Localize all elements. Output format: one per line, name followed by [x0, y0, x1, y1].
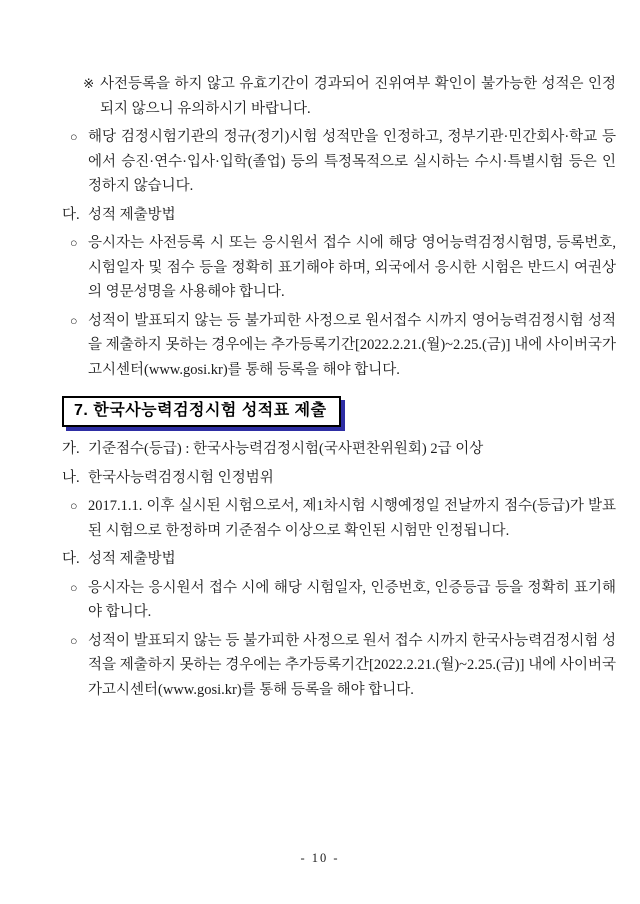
- note-text: 사전등록을 하지 않고 유효기간이 경과되어 진위여부 확인이 불가능한 성적은 인정되지 않으니 유의하시기 바랍니다.: [100, 76, 616, 117]
- bullet-paragraph: [70, 231, 616, 305]
- subsection-title: 한국사능력검정시험 인정범위: [88, 469, 274, 486]
- section-heading-container: [62, 396, 616, 427]
- subsection-label: [62, 547, 616, 572]
- reference-mark-icon: ※: [83, 76, 95, 91]
- circle-bullet-icon: ○: [70, 313, 78, 328]
- circle-bullet-icon: ○: [70, 499, 78, 513]
- bullet-text: 응시자는 사전등록 시 또는 응시원서 접수 시에 해당 영어능력검정시험명, 등록번호, 시험일자 및 점수 등을 정확히 표기해야 하며, 외국에서 응시한 시험은 반드시 여권상의 영문성명을 사용해야 합니다.: [88, 235, 616, 300]
- bullet-paragraph: [70, 629, 616, 703]
- subsection-marker: 가.: [62, 441, 80, 457]
- subsection-label: [62, 466, 616, 491]
- bullet-text: 해당 검정시험기관의 정규(정기)시험 성적만을 인정하고, 정부기관·민간회사·학교 등에서 승진·연수·입사·입학(졸업) 등의 특정목적으로 실시하는 수시·특별시험 등은 인정하지 않습니다.: [88, 129, 616, 194]
- bullet-text: 성적이 발표되지 않는 등 불가피한 사정으로 원서접수 시까지 영어능력검정시험 성적을 제출하지 못하는 경우에는 추가등록기간[2022.2.21.(월)~2.25.(금)] 내에 사이버국가고시센터(www.gosi.kr)를 통해 등록을 해야 합니다.: [88, 312, 616, 378]
- subsection-marker: 다.: [62, 551, 80, 567]
- bullet-paragraph: [70, 494, 616, 543]
- subsection-marker: 다.: [62, 206, 80, 223]
- subsection-label: [62, 437, 616, 462]
- section-heading-box: 7. 한국사능력검정시험 성적표 제출: [62, 396, 341, 427]
- circle-bullet-icon: ○: [70, 236, 78, 250]
- bullet-paragraph: [70, 125, 616, 199]
- note-paragraph: [83, 72, 616, 121]
- bullet-text: 성적이 발표되지 않는 등 불가피한 사정으로 원서 접수 시까지 한국사능력검정시험 성적을 제출하지 못하는 경우에는 추가등록기간[2022.2.21.(월)~2.25.(금)] 내에 사이버국가고시센터(www.gosi.kr)를 통해 등록을 해야 합니다.: [88, 632, 616, 698]
- bullet-paragraph: [70, 576, 616, 625]
- subsection-title: 성적 제출방법: [88, 551, 176, 567]
- subsection-title: 기준점수(등급) : 한국사능력검정시험(국사편찬위원회) 2급 이상: [88, 441, 484, 457]
- circle-bullet-icon: ○: [70, 580, 78, 595]
- bullet-text: 응시자는 응시원서 접수 시에 해당 시험일자, 인증번호, 인증등급 등을 정확히 표기해야 합니다.: [88, 579, 616, 620]
- subsection-label: [62, 203, 616, 228]
- page-number: - 10 -: [300, 851, 340, 865]
- circle-bullet-icon: ○: [70, 130, 78, 144]
- bullet-paragraph: [70, 309, 616, 383]
- circle-bullet-icon: ○: [70, 633, 78, 648]
- subsection-title: 성적 제출방법: [88, 206, 176, 223]
- subsection-marker: 나.: [62, 469, 80, 486]
- bullet-text: 2017.1.1. 이후 실시된 시험으로서, 제1차시험 시행예정일 전날까지 점수(등급)가 발표된 시험으로 한정하며 기준점수 이상으로 확인된 시험만 인정됩니다.: [88, 498, 616, 539]
